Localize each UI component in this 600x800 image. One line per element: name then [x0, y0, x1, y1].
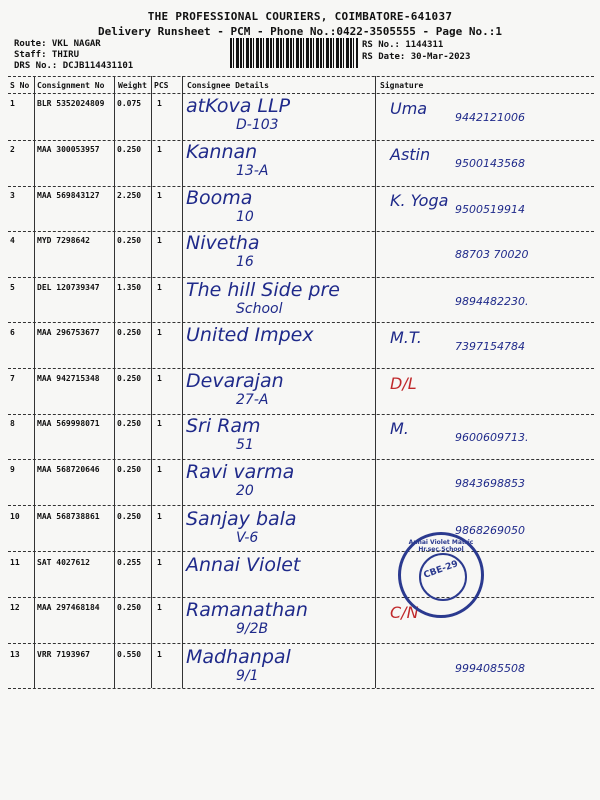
row-separator: [8, 643, 594, 644]
runsheet-title: THE PROFESSIONAL COURIERS, COIMBATORE-641037: [147, 10, 453, 23]
row-sno: 13: [10, 650, 20, 659]
row-weight: 2.250: [117, 191, 142, 200]
col-header-consignment: Consignment No: [37, 81, 105, 90]
row-signature-phone: 9442121006: [455, 111, 525, 124]
row-weight: 0.250: [117, 419, 142, 428]
row-sno: 8: [10, 419, 15, 428]
row-pcs: 1: [157, 512, 162, 521]
row-signature: Uma: [390, 99, 428, 118]
row-signature: M.T.: [390, 328, 422, 347]
row-separator: [8, 322, 594, 323]
row-pcs: 1: [157, 99, 162, 108]
row-weight: 0.250: [117, 328, 142, 337]
row-consignment-no: MAA 296753677: [37, 328, 100, 337]
col-header-pcs: PCS: [154, 81, 169, 90]
row-weight: 0.250: [117, 465, 142, 474]
row-consignment-no: BLR 5352024809: [37, 99, 105, 108]
row-sno: 5: [10, 283, 15, 292]
row-consignee-address: 16: [236, 254, 254, 270]
rs-number: RS No.: 1144311: [362, 40, 444, 50]
row-sno: 12: [10, 603, 20, 612]
row-signature-phone: 9894482230.: [455, 295, 529, 308]
row-signature-phone: 9500143568: [455, 157, 525, 170]
row-pcs: 1: [157, 650, 162, 659]
row-consignment-no: MAA 297468184: [37, 603, 100, 612]
row-signature: K. Yoga: [390, 191, 449, 210]
row-sno: 1: [10, 99, 15, 108]
row-consignee-address: 10: [236, 209, 254, 225]
runsheet-subtitle: Delivery Runsheet - PCM - Phone No.:0422-3505555 - Page No.:1: [98, 25, 502, 38]
table-header-rule: [8, 93, 594, 94]
row-signature: M.: [390, 419, 409, 438]
row-pcs: 1: [157, 603, 162, 612]
row-consignee-name: Booma: [186, 187, 253, 209]
row-separator: [8, 505, 594, 506]
row-sno: 2: [10, 145, 15, 154]
staff-label: Staff: THIRU: [14, 50, 80, 60]
row-signature-phone: 88703 70020: [455, 248, 529, 261]
rs-date: RS Date: 30-Mar-2023: [362, 52, 471, 62]
row-consignment-no: MAA 569843127: [37, 191, 100, 200]
row-consignment-no: MYD 7298642: [37, 236, 90, 245]
row-pcs: 1: [157, 145, 162, 154]
row-sno: 10: [10, 512, 20, 521]
row-consignee-name: atKova LLP: [186, 95, 291, 117]
row-separator: [8, 551, 594, 552]
row-separator: [8, 597, 594, 598]
row-consignee-name: Annai Violet: [186, 554, 301, 576]
row-consignee-address: V-6: [236, 530, 259, 546]
row-separator: [8, 231, 594, 232]
drs-number: DRS No.: DCJB114431101: [14, 61, 134, 71]
row-consignee-name: Madhanpal: [186, 646, 291, 668]
col-header-signature: Signature: [380, 81, 424, 90]
row-weight: 0.250: [117, 603, 142, 612]
row-signature: C/N: [390, 603, 419, 622]
row-consignee-name: Sanjay bala: [186, 508, 297, 530]
row-signature-phone: 9868269050: [455, 524, 525, 537]
row-consignment-no: MAA 568720646: [37, 465, 100, 474]
row-consignment-no: MAA 300053957: [37, 145, 100, 154]
row-separator: [8, 459, 594, 460]
row-signature-phone: 9843698853: [455, 477, 525, 490]
row-separator: [8, 688, 594, 689]
col-header-weight: Weight: [118, 81, 147, 90]
row-consignee-name: Ramanathan: [186, 599, 308, 621]
row-pcs: 1: [157, 236, 162, 245]
row-weight: 0.250: [117, 512, 142, 521]
school-stamp: [398, 532, 484, 618]
row-separator: [8, 277, 594, 278]
row-sno: 7: [10, 374, 15, 383]
row-consignment-no: MAA 568738861: [37, 512, 100, 521]
table-top-rule: [8, 76, 594, 77]
row-signature: Astin: [390, 145, 431, 164]
row-consignee-name: Kannan: [186, 141, 258, 163]
row-consignment-no: SAT 4027612: [37, 558, 90, 567]
stamp-ring-text: Annai Violet Matric Hr.sec.School: [408, 539, 474, 553]
col-header-sno: S No: [10, 81, 30, 90]
row-signature: D/L: [390, 374, 417, 393]
row-signature-phone: 9600609713.: [455, 431, 529, 444]
row-consignment-no: MAA 569998071: [37, 419, 100, 428]
row-weight: 0.075: [117, 99, 142, 108]
row-consignee-name: Nivetha: [186, 232, 260, 254]
row-consignment-no: MAA 942715348: [37, 374, 100, 383]
row-sno: 9: [10, 465, 15, 474]
row-pcs: 1: [157, 328, 162, 337]
row-consignee-address: 27-A: [236, 392, 269, 408]
row-pcs: 1: [157, 191, 162, 200]
row-pcs: 1: [157, 374, 162, 383]
row-consignee-address: 20: [236, 483, 254, 499]
row-weight: 0.250: [117, 236, 142, 245]
row-consignee-address: School: [236, 301, 283, 317]
row-consignee-address: 9/1: [236, 668, 259, 684]
row-weight: 0.550: [117, 650, 142, 659]
row-signature-phone: 9500519914: [455, 203, 525, 216]
row-consignment-no: VRR 7193967: [37, 650, 90, 659]
row-pcs: 1: [157, 283, 162, 292]
row-consignment-no: DEL 120739347: [37, 283, 100, 292]
row-consignee-name: Sri Ram: [186, 415, 261, 437]
row-pcs: 1: [157, 465, 162, 474]
row-consignee-name: United Impex: [186, 324, 314, 346]
row-weight: 0.250: [117, 145, 142, 154]
stamp-center-text: CBE-29: [422, 559, 460, 581]
row-sno: 4: [10, 236, 15, 245]
row-consignee-address: 51: [236, 437, 254, 453]
row-sno: 11: [10, 558, 20, 567]
row-separator: [8, 368, 594, 369]
row-weight: 0.250: [117, 374, 142, 383]
row-pcs: 1: [157, 558, 162, 567]
row-separator: [8, 186, 594, 187]
col-header-consignee: Consignee Details: [187, 81, 269, 90]
row-consignee-name: Devarajan: [186, 370, 284, 392]
row-pcs: 1: [157, 419, 162, 428]
row-consignee-name: Ravi varma: [186, 461, 295, 483]
row-sno: 3: [10, 191, 15, 200]
row-weight: 1.350: [117, 283, 142, 292]
row-sno: 6: [10, 328, 15, 337]
row-consignee-address: 13-A: [236, 163, 269, 179]
row-separator: [8, 414, 594, 415]
row-signature-phone: 9994085508: [455, 662, 525, 675]
row-consignee-name: The hill Side pre: [186, 279, 340, 301]
row-weight: 0.255: [117, 558, 142, 567]
row-separator: [8, 140, 594, 141]
barcode: [230, 38, 358, 68]
row-signature-phone: 7397154784: [455, 340, 525, 353]
route-label: Route: VKL NAGAR: [14, 39, 101, 49]
row-consignee-address: D-103: [236, 117, 279, 133]
row-consignee-address: 9/2B: [236, 621, 269, 637]
